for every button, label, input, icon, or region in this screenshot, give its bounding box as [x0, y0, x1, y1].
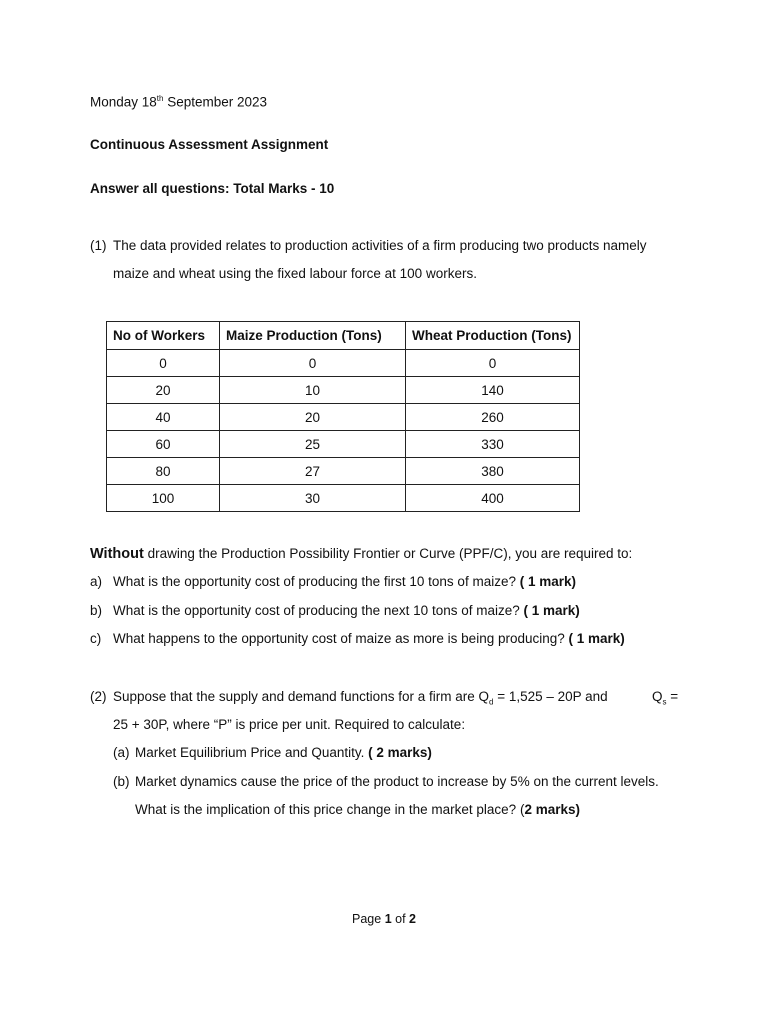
item-c: What happens to the opportunity cost of maize as more is being producing? ( 1 mark) [113, 631, 625, 646]
date-line: Monday 18th September 2023 [90, 94, 268, 110]
q2-a-text: Market Equilibrium Price and Quantity. ( 2 marks) [135, 745, 432, 760]
table-row [107, 485, 580, 512]
item-a-letter: a) [90, 574, 103, 589]
table-header-row [107, 322, 580, 350]
header-wheat: Wheat Production (Tons) [406, 322, 580, 350]
production-table [106, 321, 580, 512]
cell-workers: 20 [107, 377, 220, 404]
document-title: Continuous Assessment Assignment [90, 137, 329, 152]
cell-workers: 80 [107, 458, 220, 485]
cell-maize: 27 [220, 458, 406, 485]
header-maize: Maize Production (Tons) [220, 322, 406, 350]
q1-line1: The data provided relates to production activities of a firm producing two products namely [113, 238, 647, 253]
table-row [107, 431, 580, 458]
cell-workers: 100 [107, 485, 220, 512]
q1-line2: maize and wheat using the fixed labour force at 100 workers. [113, 266, 477, 281]
cell-workers: 0 [107, 350, 220, 377]
cell-maize: 20 [220, 404, 406, 431]
q2-line2: 25 + 30P, where “P” is price per unit. Required to calculate: [113, 717, 466, 732]
table-row [107, 458, 580, 485]
cell-wheat: 330 [406, 431, 580, 458]
cell-maize: 10 [220, 377, 406, 404]
cell-wheat: 260 [406, 404, 580, 431]
q1-number: (1) [90, 238, 107, 253]
cell-maize: 30 [220, 485, 406, 512]
cell-wheat: 0 [406, 350, 580, 377]
q2-b-label: (b) [113, 774, 130, 789]
cell-workers: 40 [107, 404, 220, 431]
table-row [107, 377, 580, 404]
q2-a-label: (a) [113, 745, 130, 760]
page-footer: Page 1 of 2 [352, 912, 416, 926]
q2-b-line2: What is the implication of this price change in the market place? (2 marks) [135, 802, 580, 817]
header-workers: No of Workers [107, 322, 220, 350]
cell-wheat: 140 [406, 377, 580, 404]
q2-line1: Suppose that the supply and demand functions for a firm are $Q_d = 1,525 - 20P$ and [113, 689, 608, 707]
cell-wheat: 380 [406, 458, 580, 485]
cell-maize: 0 [220, 350, 406, 377]
q2-b-line1: Market dynamics cause the price of the product to increase by 5% on the current levels. [135, 774, 659, 789]
item-b: What is the opportunity cost of producing the next 10 tons of maize? ( 1 mark) [113, 603, 580, 618]
instruction-line: Without drawing the Production Possibility Frontier or Curve (PPF/C), you are required to: [90, 546, 633, 562]
table-row [107, 404, 580, 431]
cell-maize: 25 [220, 431, 406, 458]
item-a: What is the opportunity cost of producing the first 10 tons of maize? ( 1 mark) [113, 574, 576, 589]
q2-number: (2) [90, 689, 107, 704]
document-subtitle: Answer all questions: Total Marks - 10 [90, 181, 335, 196]
cell-wheat: 400 [406, 485, 580, 512]
q2-qs-label: $Q_s$ = [652, 689, 679, 707]
cell-workers: 60 [107, 431, 220, 458]
item-b-letter: b) [90, 603, 103, 618]
item-c-letter: c) [90, 631, 102, 646]
table-row [107, 350, 580, 377]
